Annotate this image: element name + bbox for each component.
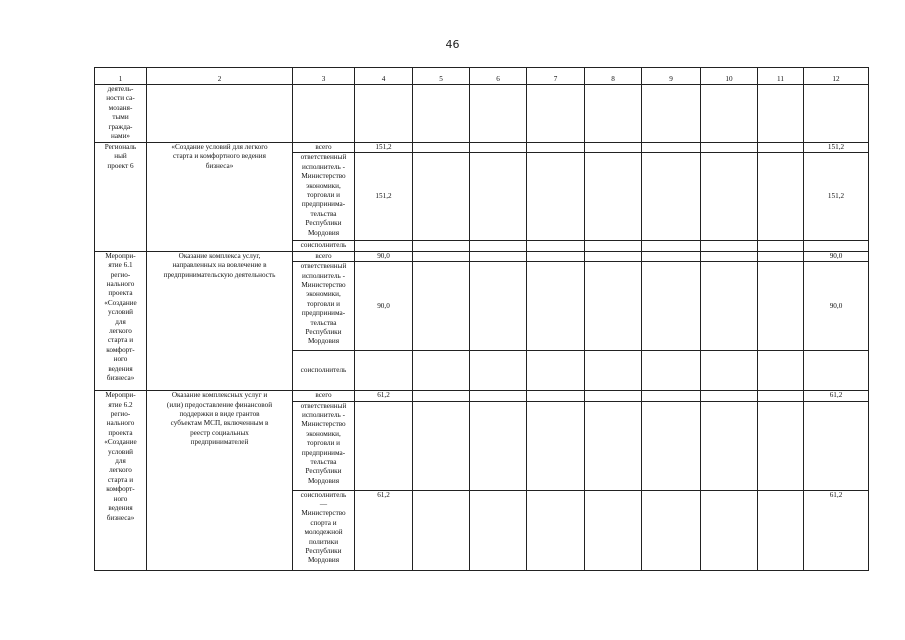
empty-cell [470,143,527,153]
section-1-coexecutor-col4 [355,241,413,251]
section-3-coexecutor-col12: 61,2 [804,490,869,570]
empty-cell [642,490,701,570]
section-1-responsible-col4: 151,2 [355,153,413,241]
empty-cell [470,490,527,570]
empty-cell [470,153,527,241]
empty-cell [642,143,701,153]
empty-cell [527,153,585,241]
empty-cell [527,85,585,143]
empty-cell [701,143,758,153]
section-2-responsible-col4: 90,0 [355,262,413,351]
empty-cell [470,391,527,401]
section-3-responsible-col12 [804,401,869,490]
empty-cell [701,251,758,261]
header-row [95,68,869,85]
empty-cell [701,85,758,143]
header-col-12: 12 [804,68,869,85]
empty-cell [701,262,758,351]
budget-table [94,67,869,571]
section-2-coexecutor-col12 [804,351,869,391]
continuation-row [95,85,869,143]
section-1-responsible-label: ответственный исполнитель - Министерство экономики, торговли и предпринима- тельства Республики Мордовия [293,153,355,241]
empty-cell [701,401,758,490]
section-2-name: Меропри- ятие 6.1 регио- нального проекта «Создание условий для легкого старта и комфорт- ного ведения бизнеса» [95,251,147,390]
section-1-responsible-col12: 151,2 [804,153,869,241]
empty-cell [413,143,470,153]
table-row [95,251,869,261]
empty-cell [642,351,701,391]
empty-cell [758,241,804,251]
empty-cell [470,241,527,251]
empty-cell [527,241,585,251]
empty-cell [585,391,642,401]
empty-cell [413,153,470,241]
empty-cell [758,251,804,261]
section-2-responsible-col12: 90,0 [804,262,869,351]
empty-cell [642,85,701,143]
header-col-10: 10 [701,68,758,85]
header-col-1: 1 [95,68,147,85]
empty-cell [527,262,585,351]
empty-cell [701,490,758,570]
section-2-coexecutor-label: соисполнитель [293,351,355,391]
section-2-coexecutor-col4 [355,351,413,391]
section-1-coexecutor-label: соисполнитель [293,241,355,251]
empty-cell [701,391,758,401]
empty-cell [642,391,701,401]
empty-cell [470,251,527,261]
header-col-3: 3 [293,68,355,85]
section-1-name: Региональ ный проект 6 [95,143,147,252]
empty-cell [642,401,701,490]
empty-cell [413,401,470,490]
empty-cell [758,401,804,490]
empty-cell [642,241,701,251]
empty-cell [527,401,585,490]
section-3-responsible-label: ответственный исполнитель - Министерство экономики, торговли и предпринима- тельства Республики Мордовия [293,401,355,490]
empty-cell [585,251,642,261]
table-row [95,143,869,153]
section-3-description: Оказание комплексных услуг и (или) предоставление финансовой поддержки в виде грантов субъектам МСП, включенным в реестр социальных предпринимателей [147,391,293,570]
empty-cell [758,391,804,401]
empty-cell [527,391,585,401]
empty-cell [293,85,355,143]
empty-cell [470,262,527,351]
empty-cell [758,143,804,153]
empty-cell [758,85,804,143]
empty-cell [758,351,804,391]
empty-cell [470,85,527,143]
empty-cell [527,143,585,153]
empty-cell [642,153,701,241]
section-3-coexecutor-label: соисполнитель — Министерство спорта и молодежной политики Республики Мордовия [293,490,355,570]
header-col-8: 8 [585,68,642,85]
header-col-5: 5 [413,68,470,85]
empty-cell [413,490,470,570]
section-2-total-label: всего [293,251,355,261]
empty-cell [585,153,642,241]
empty-cell [585,241,642,251]
section-3-total-col4: 61,2 [355,391,413,401]
section-2-description: Оказание комплекса услуг, направленных на вовлечение в предпринимательскую деятельность [147,251,293,390]
empty-cell [527,351,585,391]
continuation-name: деятель- ности са- мозаня- тыми гражда- нами» [95,85,147,143]
section-1-coexecutor-col12 [804,241,869,251]
empty-cell [355,85,413,143]
section-2-responsible-label: ответственный исполнитель - Министерство экономики, торговли и предпринима- тельства Республики Мордовия [293,262,355,351]
empty-cell [585,490,642,570]
empty-cell [701,153,758,241]
section-1-description: «Создание условий для легкого старта и комфортного ведения бизнеса» [147,143,293,252]
empty-cell [642,262,701,351]
empty-cell [585,143,642,153]
empty-cell [527,251,585,261]
header-col-2: 2 [147,68,293,85]
section-3-total-label: всего [293,391,355,401]
section-3-total-col12: 61,2 [804,391,869,401]
section-1-total-label: всего [293,143,355,153]
section-3-responsible-col4 [355,401,413,490]
empty-cell [585,85,642,143]
empty-cell [701,241,758,251]
empty-cell [701,351,758,391]
empty-cell [642,251,701,261]
empty-cell [527,490,585,570]
header-col-6: 6 [470,68,527,85]
empty-cell [470,401,527,490]
empty-cell [585,262,642,351]
empty-cell [413,391,470,401]
empty-cell [585,351,642,391]
section-2-total-col12: 90,0 [804,251,869,261]
empty-cell [758,490,804,570]
empty-cell [585,401,642,490]
empty-cell [413,262,470,351]
section-2-total-col4: 90,0 [355,251,413,261]
page-number: 46 [445,38,460,51]
section-3-name: Меропри- ятие 6.2 регио- нального проекта «Создание условий для легкого старта и комфорт- ного ведения бизнеса» [95,391,147,570]
section-3-coexecutor-col4: 61,2 [355,490,413,570]
header-col-9: 9 [642,68,701,85]
empty-cell [147,85,293,143]
empty-cell [413,85,470,143]
empty-cell [413,351,470,391]
empty-cell [758,153,804,241]
empty-cell [413,251,470,261]
empty-cell [413,241,470,251]
section-1-total-col12: 151,2 [804,143,869,153]
empty-cell [804,85,869,143]
header-col-4: 4 [355,68,413,85]
header-col-7: 7 [527,68,585,85]
empty-cell [758,262,804,351]
section-1-total-col4: 151,2 [355,143,413,153]
header-col-11: 11 [758,68,804,85]
empty-cell [470,351,527,391]
table-row [95,391,869,401]
